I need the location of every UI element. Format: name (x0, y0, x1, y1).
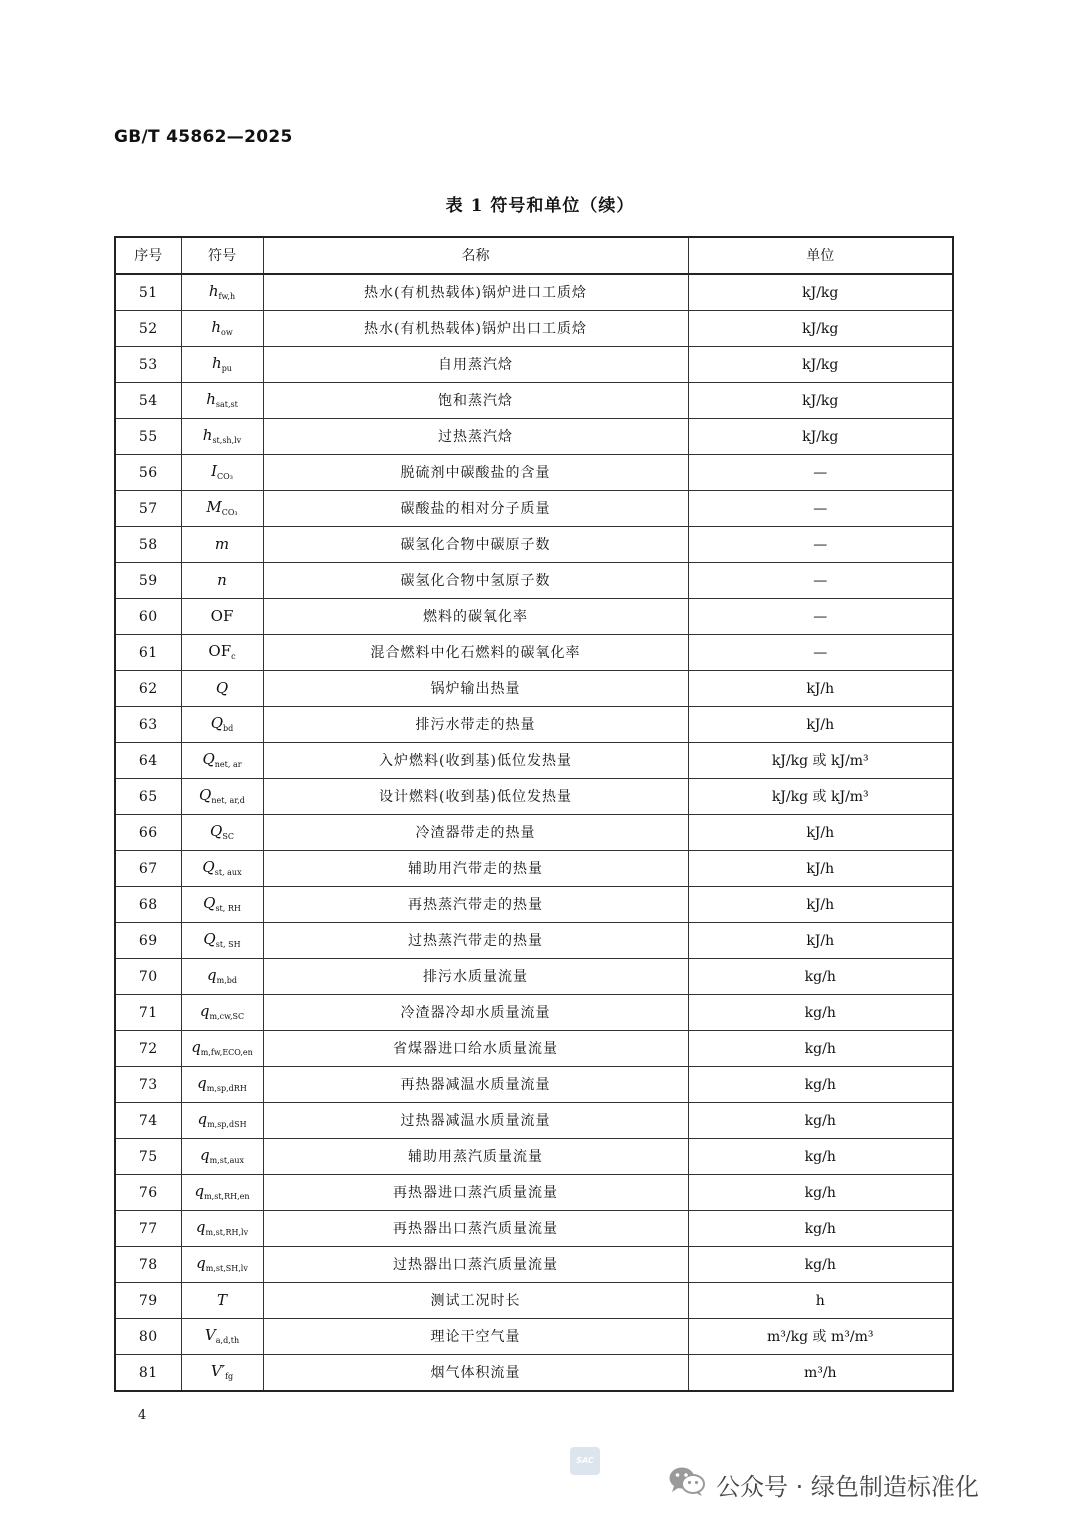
row-name: 测试工况时长 (263, 1283, 688, 1319)
row-number: 65 (115, 779, 181, 815)
row-name: 碳酸盐的相对分子质量 (263, 491, 688, 527)
row-symbol (181, 1319, 263, 1355)
table-row (115, 1139, 953, 1175)
row-symbol (181, 1211, 263, 1247)
row-number: 72 (115, 1031, 181, 1067)
symbol-subscript: a,d,th (215, 1336, 240, 1345)
row-unit: kg/h (688, 1175, 953, 1211)
row-number: 77 (115, 1211, 181, 1247)
row-symbol (181, 455, 263, 491)
row-number: 59 (115, 563, 181, 599)
table-row (115, 1103, 953, 1139)
row-name: 饱和蒸汽焓 (263, 383, 688, 419)
symbol-subscript: fg (225, 1372, 234, 1381)
symbol-base: h (208, 282, 219, 300)
table-row (115, 635, 953, 671)
row-symbol (181, 1139, 263, 1175)
table-row (115, 887, 953, 923)
row-symbol (181, 635, 263, 671)
symbol-subscript: sat,st (215, 400, 238, 409)
row-unit: — (688, 455, 953, 491)
symbol-subscript: m,st,RH,lv (205, 1228, 249, 1237)
row-name: 过热器减温水质量流量 (263, 1103, 688, 1139)
row-unit: kJ/kg (688, 274, 953, 311)
page-number: 4 (138, 1408, 147, 1423)
symbol-subscript: net, ar,d (211, 796, 245, 805)
row-name: 再热器减温水质量流量 (263, 1067, 688, 1103)
table-row (115, 563, 953, 599)
col-header-name: 名称 (263, 237, 688, 274)
row-name: 碳氢化合物中碳原子数 (263, 527, 688, 563)
row-unit: kJ/kg (688, 383, 953, 419)
table-row (115, 1355, 953, 1392)
row-name: 烟气体积流量 (263, 1355, 688, 1392)
symbol-base: q (191, 1038, 201, 1056)
symbol-base: q (197, 1110, 208, 1128)
symbol-base: q (194, 1182, 205, 1200)
row-name: 锅炉输出热量 (263, 671, 688, 707)
row-name: 过热蒸汽焓 (263, 419, 688, 455)
table-row (115, 1283, 953, 1319)
table-row (115, 959, 953, 995)
row-symbol (181, 995, 263, 1031)
table-row (115, 527, 953, 563)
row-symbol (181, 779, 263, 815)
symbol-base: q (196, 1254, 206, 1272)
symbol-base: V (204, 1326, 216, 1344)
table-body (115, 274, 953, 1391)
table-row (115, 1067, 953, 1103)
row-unit: kg/h (688, 1247, 953, 1283)
symbol-subscript: st, aux (214, 868, 242, 877)
symbol-base: m (214, 535, 230, 553)
row-symbol (181, 347, 263, 383)
row-number: 70 (115, 959, 181, 995)
row-number: 76 (115, 1175, 181, 1211)
row-name: 碳氢化合物中氢原子数 (263, 563, 688, 599)
symbols-table (114, 236, 954, 1392)
row-number: 58 (115, 527, 181, 563)
table-row (115, 383, 953, 419)
row-symbol (181, 671, 263, 707)
table-row (115, 1031, 953, 1067)
symbol-base: M (206, 498, 222, 516)
sac-logo: SAC (570, 1447, 600, 1475)
row-symbol (181, 563, 263, 599)
row-unit: kJ/kg 或 kJ/m³ (688, 779, 953, 815)
row-name: 辅助用蒸汽质量流量 (263, 1139, 688, 1175)
symbol-subscript: m,bd (216, 976, 237, 985)
row-number: 61 (115, 635, 181, 671)
row-unit: kg/h (688, 1031, 953, 1067)
row-name: 热水(有机热载体)锅炉出口工质焓 (263, 311, 688, 347)
symbol-subscript: CO₃ (217, 472, 233, 481)
table-row (115, 274, 953, 311)
row-number: 57 (115, 491, 181, 527)
row-symbol (181, 527, 263, 563)
row-name: 脱硫剂中碳酸盐的含量 (263, 455, 688, 491)
symbol-base: q (195, 1218, 206, 1236)
table-row (115, 1175, 953, 1211)
row-number: 53 (115, 347, 181, 383)
row-symbol (181, 419, 263, 455)
row-number: 74 (115, 1103, 181, 1139)
symbol-subscript: CO₃ (221, 508, 238, 517)
watermark-text: 公众号 · 绿色制造标准化 (716, 1472, 979, 1501)
row-symbol (181, 923, 263, 959)
row-unit: kJ/kg 或 kJ/m³ (688, 743, 953, 779)
row-unit: — (688, 491, 953, 527)
row-symbol (181, 1283, 263, 1319)
table-row (115, 671, 953, 707)
symbol-base: Q (210, 714, 224, 732)
row-number: 55 (115, 419, 181, 455)
table-row (115, 1247, 953, 1283)
row-number: 54 (115, 383, 181, 419)
symbol-base: q (197, 1074, 207, 1092)
symbol-base: h (211, 318, 221, 336)
row-unit: kg/h (688, 1139, 953, 1175)
symbol-base: h (202, 426, 213, 444)
table-header (115, 237, 953, 274)
row-unit: kJ/kg (688, 419, 953, 455)
table-row (115, 851, 953, 887)
col-header-unit: 单位 (688, 237, 953, 274)
row-name: 过热器出口蒸汽质量流量 (263, 1247, 688, 1283)
table-row (115, 311, 953, 347)
symbol-base: n (217, 571, 227, 589)
row-symbol (181, 815, 263, 851)
row-unit: m³/h (688, 1355, 953, 1392)
row-number: 80 (115, 1319, 181, 1355)
table-row (115, 995, 953, 1031)
table-row (115, 779, 953, 815)
row-unit: — (688, 599, 953, 635)
symbol-subscript: m,st,RH,en (204, 1192, 250, 1201)
symbol-base: Q (210, 822, 223, 840)
symbol-base: Q (199, 786, 212, 804)
row-number: 63 (115, 707, 181, 743)
symbol-subscript: m,sp,dSH (207, 1120, 247, 1129)
symbol-base: h (206, 390, 216, 408)
row-number: 81 (115, 1355, 181, 1392)
row-unit: — (688, 563, 953, 599)
row-number: 79 (115, 1283, 181, 1319)
symbol-subscript: fw,h (218, 292, 236, 301)
symbol-base: I (211, 462, 218, 480)
row-symbol (181, 851, 263, 887)
row-number: 69 (115, 923, 181, 959)
symbol-base: Q (202, 750, 215, 768)
table-row (115, 491, 953, 527)
row-unit: kg/h (688, 995, 953, 1031)
symbol-base: Q (215, 679, 229, 697)
row-number: 75 (115, 1139, 181, 1175)
row-unit: kJ/kg (688, 311, 953, 347)
row-name: 省煤器进口给水质量流量 (263, 1031, 688, 1067)
watermark (668, 1466, 979, 1502)
row-unit: m³/kg 或 m³/m³ (688, 1319, 953, 1355)
row-number: 51 (115, 274, 181, 311)
row-name: 辅助用汽带走的热量 (263, 851, 688, 887)
table-row (115, 923, 953, 959)
symbol-base: OF (208, 642, 232, 660)
row-unit: kJ/kg (688, 347, 953, 383)
symbol-subscript: m,cw,SC (209, 1012, 245, 1021)
table-row (115, 707, 953, 743)
row-name: 理论干空气量 (263, 1319, 688, 1355)
header-row (115, 237, 953, 274)
row-number: 52 (115, 311, 181, 347)
row-number: 56 (115, 455, 181, 491)
symbol-base: Q (203, 894, 216, 912)
row-name: 入炉燃料(收到基)低位发热量 (263, 743, 688, 779)
row-symbol (181, 743, 263, 779)
symbol-subscript: m,st,aux (209, 1156, 245, 1165)
row-symbol (181, 707, 263, 743)
row-name: 热水(有机热载体)锅炉进口工质焓 (263, 274, 688, 311)
row-name: 燃料的碳氧化率 (263, 599, 688, 635)
symbol-base: T (216, 1291, 227, 1309)
row-number: 62 (115, 671, 181, 707)
symbol-subscript: m,fw,ECO,en (200, 1048, 253, 1057)
row-number: 66 (115, 815, 181, 851)
row-symbol (181, 1067, 263, 1103)
symbol-base: Q (203, 930, 216, 948)
symbol-subscript: st, SH (215, 940, 241, 949)
row-name: 设计燃料(收到基)低位发热量 (263, 779, 688, 815)
table-row (115, 455, 953, 491)
row-number: 67 (115, 851, 181, 887)
row-number: 71 (115, 995, 181, 1031)
table-row (115, 347, 953, 383)
row-name: 过热蒸汽带走的热量 (263, 923, 688, 959)
symbol-subscript: m,sp,dRH (206, 1084, 247, 1093)
row-unit: kJ/h (688, 707, 953, 743)
symbol-base: V′ (210, 1362, 226, 1380)
symbol-base: Q (202, 858, 215, 876)
row-symbol (181, 599, 263, 635)
row-symbol (181, 1247, 263, 1283)
symbol-subscript: c (231, 652, 236, 661)
row-symbol (181, 491, 263, 527)
row-unit: — (688, 635, 953, 671)
row-number: 78 (115, 1247, 181, 1283)
table-row (115, 1319, 953, 1355)
row-name: 排污水带走的热量 (263, 707, 688, 743)
row-symbol (181, 1355, 263, 1392)
symbol-subscript: ow (221, 328, 233, 337)
row-unit: kJ/h (688, 815, 953, 851)
row-number: 73 (115, 1067, 181, 1103)
symbol-subscript: net, ar (214, 760, 242, 769)
table-row (115, 599, 953, 635)
symbol-base: q (207, 966, 217, 984)
wechat-icon (668, 1465, 706, 1503)
row-name: 再热器出口蒸汽质量流量 (263, 1211, 688, 1247)
row-unit: kJ/h (688, 923, 953, 959)
table-row (115, 815, 953, 851)
row-unit: kJ/h (688, 851, 953, 887)
row-symbol (181, 959, 263, 995)
row-unit: h (688, 1283, 953, 1319)
row-unit: kJ/h (688, 671, 953, 707)
row-symbol (181, 1103, 263, 1139)
symbol-base: h (212, 354, 222, 372)
table-title: 表 1 符号和单位（续） (445, 196, 635, 216)
symbol-subscript: SC (222, 832, 234, 841)
standard-id: GB/T 45862—2025 (114, 127, 293, 147)
row-name: 再热蒸汽带走的热量 (263, 887, 688, 923)
col-header-symbol: 符号 (181, 237, 263, 274)
table-row (115, 419, 953, 455)
symbol-base: OF (210, 607, 234, 625)
row-unit: kg/h (688, 1211, 953, 1247)
row-unit: kg/h (688, 1103, 953, 1139)
symbol-subscript: pu (221, 364, 232, 373)
row-unit: kJ/h (688, 887, 953, 923)
symbol-base: q (199, 1146, 210, 1164)
row-symbol (181, 1175, 263, 1211)
symbol-subscript: st, RH (215, 904, 241, 913)
symbol-subscript: st,sh,lv (212, 436, 242, 445)
row-name: 冷渣器冷却水质量流量 (263, 995, 688, 1031)
row-number: 68 (115, 887, 181, 923)
row-name: 再热器进口蒸汽质量流量 (263, 1175, 688, 1211)
row-name: 排污水质量流量 (263, 959, 688, 995)
row-name: 混合燃料中化石燃料的碳氧化率 (263, 635, 688, 671)
symbol-subscript: bd (223, 724, 234, 733)
row-name: 自用蒸汽焓 (263, 347, 688, 383)
symbol-base: q (199, 1002, 210, 1020)
row-unit: kg/h (688, 1067, 953, 1103)
row-number: 64 (115, 743, 181, 779)
row-symbol (181, 887, 263, 923)
row-name: 冷渣器带走的热量 (263, 815, 688, 851)
col-header-number: 序号 (115, 237, 181, 274)
row-symbol (181, 383, 263, 419)
row-symbol (181, 311, 263, 347)
row-symbol (181, 274, 263, 311)
table-row (115, 743, 953, 779)
table-row (115, 1211, 953, 1247)
row-unit: kg/h (688, 959, 953, 995)
row-symbol (181, 1031, 263, 1067)
row-number: 60 (115, 599, 181, 635)
symbol-subscript: m,st,SH,lv (205, 1264, 248, 1273)
row-unit: — (688, 527, 953, 563)
